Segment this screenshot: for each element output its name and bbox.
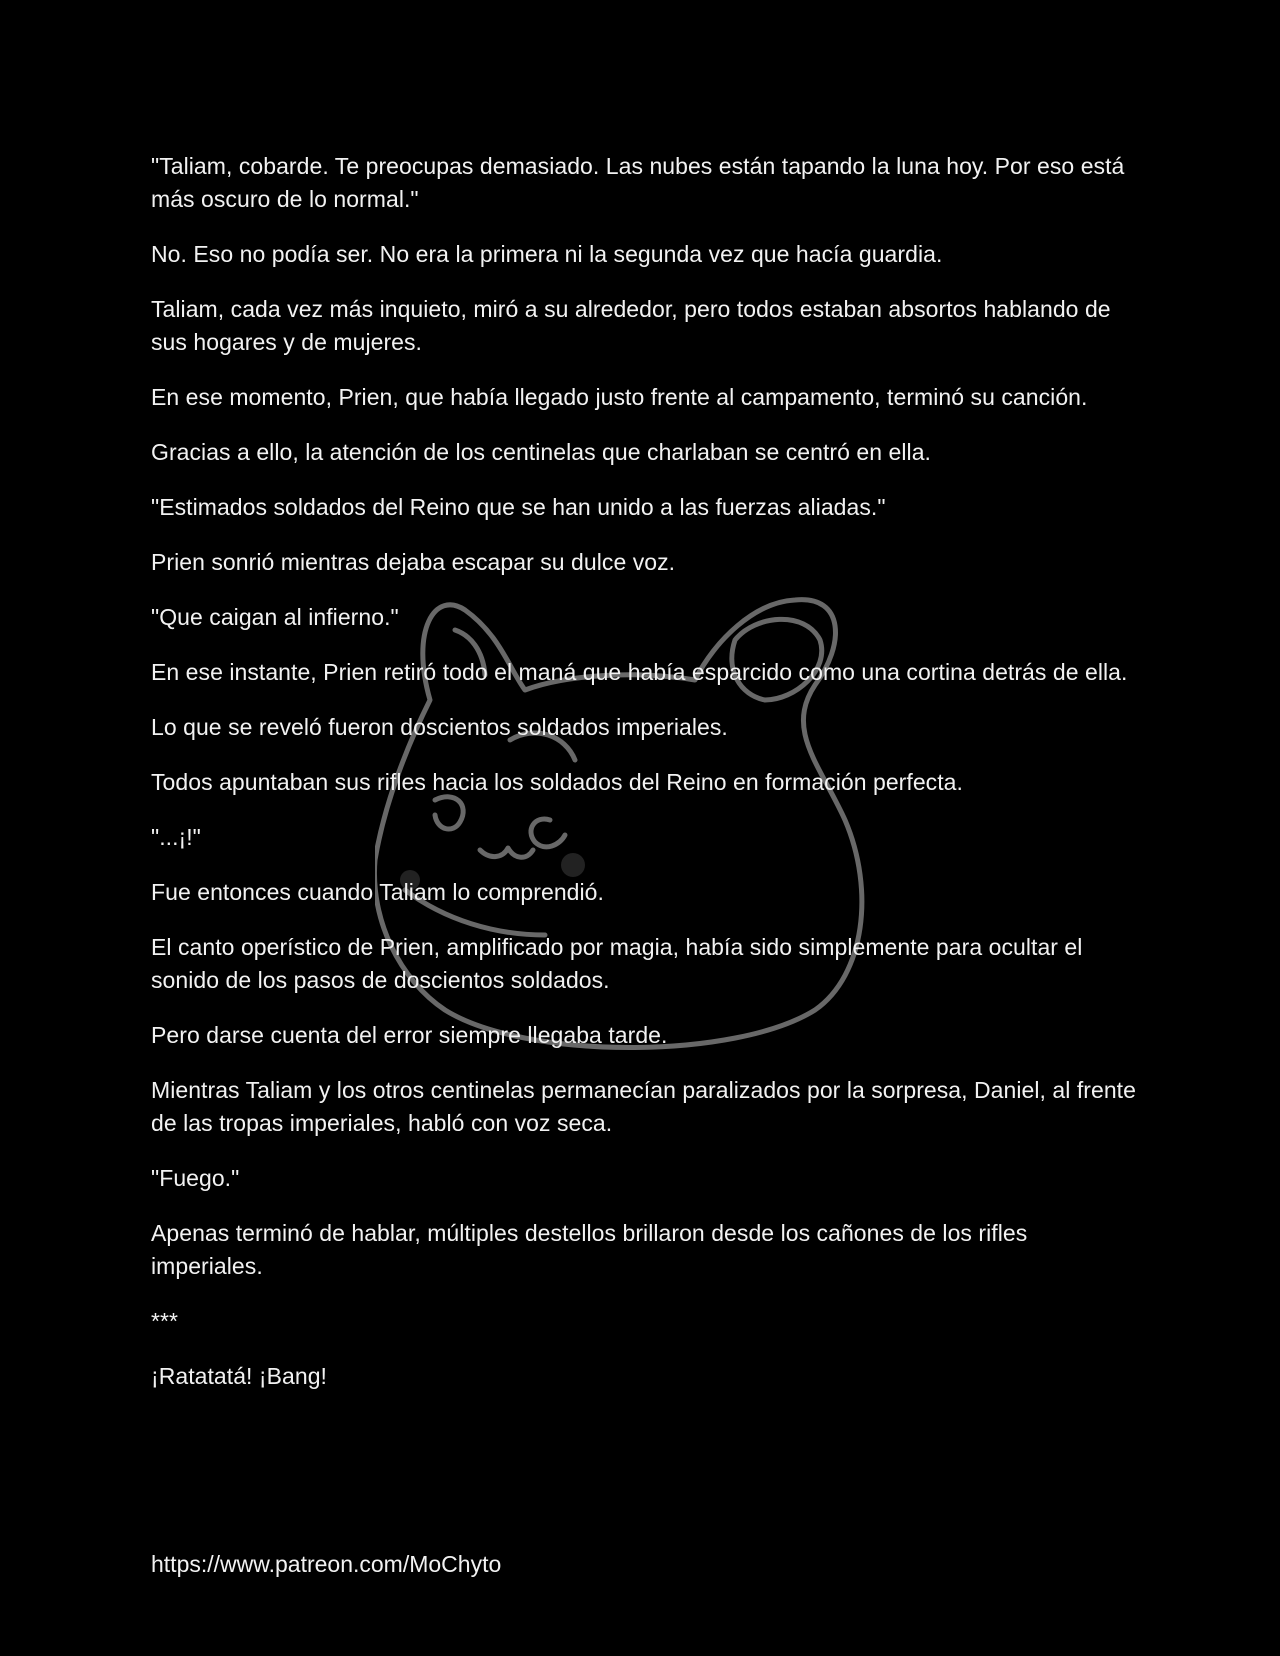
scene-break: ***	[151, 1308, 179, 1334]
paragraph-4: En ese momento, Prien, que había llegado justo frente al campamento, terminó su canción.	[151, 384, 1088, 410]
paragraph-8: "Que caigan al infierno."	[151, 604, 399, 630]
paragraph-13: Fue entonces cuando Taliam lo comprendió.	[151, 879, 604, 905]
paragraph-2: No. Eso no podía ser. No era la primera ni la segunda vez que hacía guardia.	[151, 241, 943, 267]
paragraph-7: Prien sonrió mientras dejaba escapar su dulce voz.	[151, 549, 676, 575]
paragraph-19: ¡Ratatatá! ¡Bang!	[151, 1363, 328, 1389]
paragraph-6: "Estimados soldados del Reino que se han unido a las fuerzas aliadas."	[151, 494, 886, 520]
paragraph-12: "...¡!"	[151, 824, 201, 850]
paragraph-3: Taliam, cada vez más inquieto, miró a su alrededor, pero todos estaban absortos hablando de sus hogares y de mujeres.	[151, 296, 1111, 355]
patreon-link[interactable]: https://www.patreon.com/MoChyto	[151, 1551, 502, 1577]
paragraph-10: Lo que se reveló fueron doscientos soldados imperiales.	[151, 714, 728, 740]
paragraph-18: Apenas terminó de hablar, múltiples destellos brillaron desde los cañones de los rifles imperiales.	[151, 1220, 1028, 1279]
paragraph-14: El canto operístico de Prien, amplificado por magia, había sido simplemente para ocultar el sonido de los pasos de doscientos soldados.	[151, 934, 1083, 993]
paragraph-5: Gracias a ello, la atención de los centinelas que charlaban se centró en ella.	[151, 439, 931, 465]
chapter-body	[151, 150, 1141, 1415]
paragraph-11: Todos apuntaban sus rifles hacia los soldados del Reino en formación perfecta.	[151, 769, 963, 795]
paragraph-17: "Fuego."	[151, 1165, 240, 1191]
paragraph-15: Pero darse cuenta del error siempre llegaba tarde.	[151, 1022, 668, 1048]
paragraph-9: En ese instante, Prien retiró todo el maná que había esparcido como una cortina detrás de ella.	[151, 659, 1128, 685]
paragraph-1: "Taliam, cobarde. Te preocupas demasiado. Las nubes están tapando la luna hoy. Por eso está más oscuro de lo normal."	[151, 153, 1125, 212]
paragraph-16: Mientras Taliam y los otros centinelas permanecían paralizados por la sorpresa, Daniel, al frente de las tropas imperiales, habló con voz seca.	[151, 1077, 1136, 1136]
